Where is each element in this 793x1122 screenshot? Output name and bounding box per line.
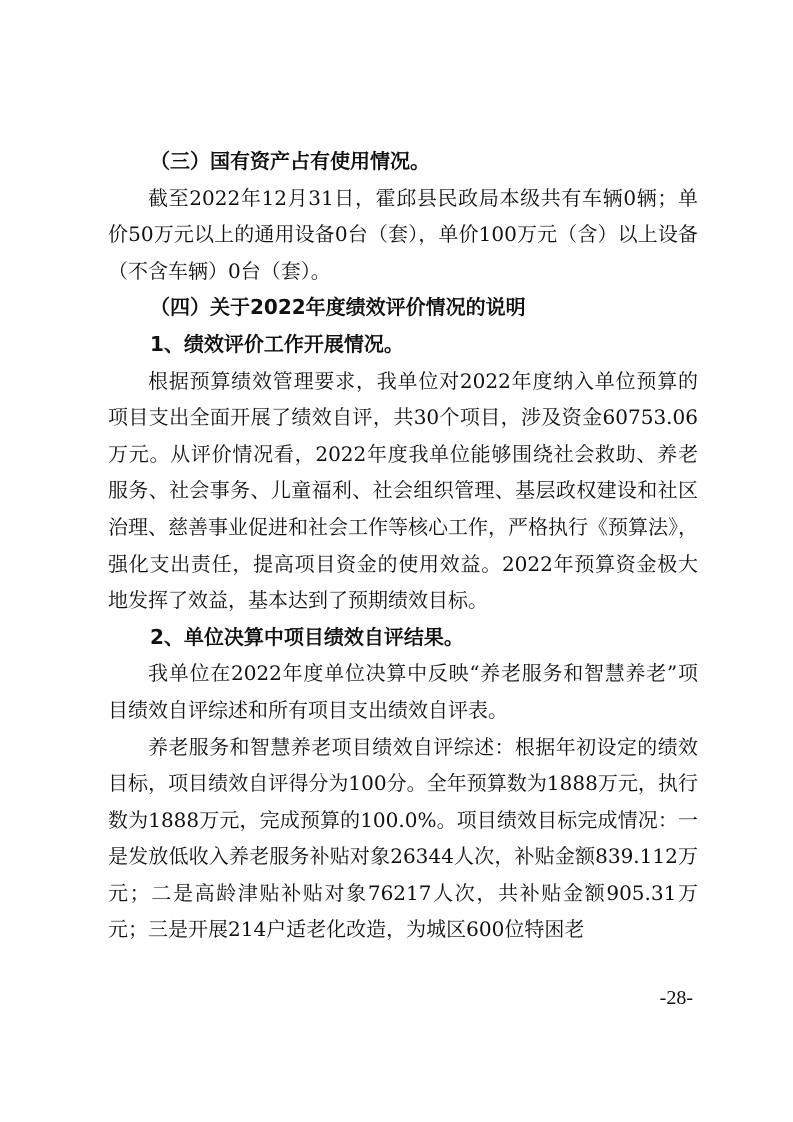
paragraph-state-assets: 截至2022年12月31日，霍邱县民政局本级共有车辆0辆；单价50万元以上的通用设备0台（套），单价100万元（含）以上设备（不含车辆）0台（套）。 (108, 185, 698, 283)
subsection-heading-evaluation-work: 1、绩效评价工作开展情况。 (150, 331, 404, 356)
document-page (108, 143, 698, 948)
section-heading-state-assets: （三）国有资产占有使用情况。 (150, 149, 430, 173)
paragraph-self-evaluation-scope: 我单位在2022年度单位决算中反映“养老服务和智慧养老”项目绩效自评综述和所有项目支出绩效自评表。 (108, 661, 698, 722)
paragraph-elderly-care-summary: 养老服务和智慧养老项目绩效自评综述：根据年初设定的绩效目标，项目绩效自评得分为100分。全年预算数为1888万元，执行数为1888万元，完成预算的100.0%。项目绩效目标完成情况：一是发放低收入养老服务补贴对象26344人次，补贴金额839.112万元；二是高龄津贴补贴对象76217人次，共补贴金额905.31万元；三是开展214户适老化改造，为城区600位特困老 (108, 734, 698, 942)
subsection-heading-self-evaluation-results: 2、单位决算中项目绩效自评结果。 (150, 624, 464, 649)
section-heading-performance-evaluation: （四）关于2022年度绩效评价情况的说明 (150, 295, 526, 320)
paragraph-evaluation-work: 根据预算绩效管理要求，我单位对2022年度纳入单位预算的项目支出全面开展了绩效自评，共30个项目，涉及资金60753.06万元。从评价情况看，2022年度我单位能够围绕社会救助、养老服务、社会事务、儿童福利、社会组织管理、基层政权建设和社区治理、慈善事业促进和社会工作等核心工作，严格执行《预算法》，强化支出责任，提高项目资金的使用效益。2022年预算资金极大地发挥了效益，基本达到了预期绩效目标。 (108, 368, 698, 613)
page-number: -28- (659, 987, 693, 1009)
